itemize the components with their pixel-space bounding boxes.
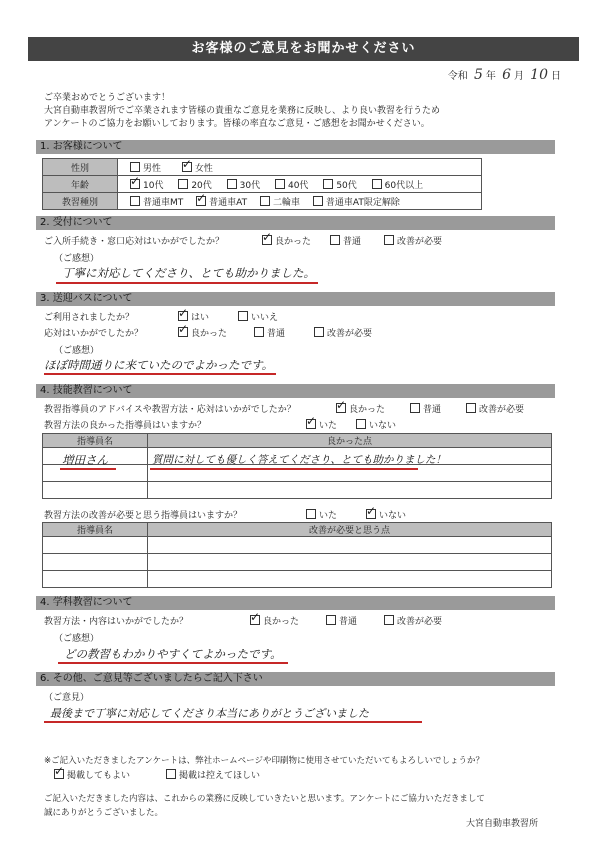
reception-improve-checkbox[interactable]	[384, 234, 442, 247]
school-name: 大宮自動車教習所	[466, 819, 539, 829]
checkbox[interactable]	[238, 311, 248, 321]
day-unit: 日	[551, 71, 561, 82]
intro-line: アンケートのご協力をお願いしております。皆様の率直なご意見・ご感想をお聞かせください。	[44, 119, 430, 129]
day-value: 10	[530, 67, 548, 83]
column-header: 指導員名	[43, 434, 148, 448]
car-bike-checkbox[interactable]	[260, 198, 300, 208]
checkbox[interactable]	[306, 419, 316, 429]
option-label: 普通車AT	[209, 197, 248, 208]
car-type-label: 教習種別	[43, 193, 118, 210]
checkbox[interactable]	[313, 196, 323, 206]
bus-comment-label: （ご感想）	[54, 346, 100, 356]
option-label: 改善が必要	[479, 405, 525, 415]
option-label: 10代	[143, 180, 164, 191]
section-other: 6. その他、ご意見等ございましたらご記入下さい	[36, 672, 555, 686]
checkbox[interactable]	[275, 179, 285, 189]
bad-instructor-table	[42, 522, 552, 588]
section-classroom: 4. 学科教習について	[36, 596, 555, 610]
car-at-checkbox[interactable]	[196, 198, 247, 208]
car-mt-checkbox[interactable]	[130, 198, 183, 208]
column-header: 改善が必要と思う点	[148, 523, 552, 537]
year-value: 5	[473, 67, 483, 83]
column-header: 指導員名	[43, 523, 148, 537]
driving-improve-checkbox[interactable]	[466, 402, 524, 415]
red-underline	[150, 468, 418, 470]
option-label: いた	[319, 421, 338, 431]
checkbox[interactable]	[366, 509, 376, 519]
section-reception: 2. 受付について	[36, 216, 555, 230]
red-underline	[58, 662, 288, 664]
option-label: 男性	[143, 163, 162, 174]
table-cell[interactable]	[148, 482, 552, 499]
checkbox[interactable]	[410, 403, 420, 413]
option-label: 普通	[423, 405, 442, 415]
classroom-question: 教習方法・内容はいかがでしたか？	[44, 617, 189, 627]
bus-comment[interactable]: ほぼ時間通りに来ていたのでよかったです。	[44, 358, 274, 372]
age-options	[118, 176, 482, 193]
option-label: 良かった	[349, 405, 386, 415]
gender-male-checkbox[interactable]	[130, 164, 161, 174]
checkbox[interactable]	[130, 179, 140, 189]
checkbox[interactable]	[384, 615, 394, 625]
good-instructor-name[interactable]: 増田さん	[62, 453, 108, 467]
checkbox[interactable]	[196, 196, 206, 206]
section-customer: 1. お客様について	[36, 140, 555, 154]
era: 令和	[447, 71, 468, 82]
option-label: 普通車MT	[143, 197, 184, 208]
checkbox[interactable]	[178, 327, 188, 337]
gender-options	[118, 159, 482, 176]
bus-good-checkbox[interactable]	[178, 326, 227, 339]
thanks-text: ご記入いただきました内容は、これからの業務に反映していきたいと思います。アンケートにご協力いただきまして	[44, 794, 485, 804]
age-60-checkbox[interactable]	[372, 181, 423, 191]
option-label: いない	[379, 511, 407, 521]
label-text: ご感想	[63, 634, 91, 644]
checkbox[interactable]	[250, 615, 260, 625]
good-instructor-question: 教習方法の良かった指導員はいますか？	[44, 421, 207, 431]
age-label: 年齢	[43, 176, 118, 193]
option-label: 普通	[343, 237, 362, 247]
option-label: 40代	[287, 180, 309, 191]
option-label: 良かった	[275, 237, 312, 247]
classroom-comment-label: （ご感想）	[54, 634, 100, 644]
label-text: ご感想	[63, 254, 91, 264]
option-label: 良かった	[263, 617, 300, 627]
checkbox[interactable]	[54, 769, 64, 779]
car-type-options	[118, 193, 482, 210]
bus-normal-checkbox[interactable]	[254, 326, 285, 339]
classroom-improve-checkbox[interactable]	[384, 614, 442, 627]
checkbox[interactable]	[330, 235, 340, 245]
option-label: 普通	[267, 329, 286, 339]
red-underline	[56, 282, 318, 284]
intro-text	[44, 92, 564, 131]
age-50-checkbox[interactable]	[323, 181, 356, 191]
form-title: お客様のご意見をお聞かせください	[28, 37, 579, 61]
checkbox[interactable]	[372, 179, 382, 189]
consent-no-checkbox[interactable]	[166, 768, 260, 781]
option-label: 改善が必要	[397, 237, 443, 247]
age-10-checkbox[interactable]	[130, 181, 163, 191]
section-bus: 3. 送迎バスについて	[36, 292, 555, 306]
red-underline	[60, 468, 116, 470]
option-label: いない	[369, 421, 397, 431]
checkbox[interactable]	[130, 196, 140, 206]
gender-label: 性別	[43, 159, 118, 176]
checkbox[interactable]	[182, 162, 192, 172]
good-instructor-no-checkbox[interactable]	[356, 418, 396, 431]
option-label: 30代	[239, 180, 261, 191]
option-label: 女性	[194, 163, 213, 174]
checkbox[interactable]	[227, 179, 237, 189]
classroom-comment[interactable]: どの教習もわかりやすくてよかったです。	[64, 647, 282, 661]
table-cell[interactable]	[43, 537, 148, 554]
driving-normal-checkbox[interactable]	[410, 402, 441, 415]
option-label: 普通	[339, 617, 358, 627]
classroom-good-checkbox[interactable]	[250, 614, 299, 627]
checkbox[interactable]	[356, 419, 366, 429]
checkbox[interactable]	[260, 196, 270, 206]
red-underline	[44, 721, 422, 723]
option-label: 60代以上	[384, 180, 424, 191]
age-30-checkbox[interactable]	[227, 181, 260, 191]
table-cell[interactable]	[148, 554, 552, 571]
reception-good-checkbox[interactable]	[262, 234, 311, 247]
month-unit: 月	[513, 71, 524, 82]
option-label: いいえ	[251, 313, 279, 323]
label-text: ご意見	[53, 693, 81, 703]
checkbox[interactable]	[384, 235, 394, 245]
option-label: 50代	[336, 180, 357, 191]
table-cell[interactable]	[43, 554, 148, 571]
red-underline	[44, 373, 276, 375]
checkbox[interactable]	[306, 509, 316, 519]
section-driving: 4. 技能教習について	[36, 384, 555, 398]
table-cell[interactable]	[148, 537, 552, 554]
date-field	[448, 67, 561, 83]
option-label: はい	[191, 313, 210, 323]
month-value: 6	[502, 67, 511, 83]
column-header: 良かった点	[148, 434, 552, 448]
table-cell[interactable]	[43, 482, 148, 499]
reception-comment[interactable]: 丁寧に対応してくださり、とても助かりました。	[62, 266, 315, 280]
bus-improve-checkbox[interactable]	[314, 326, 372, 339]
classroom-normal-checkbox[interactable]	[326, 614, 357, 627]
gender-female-checkbox[interactable]	[182, 164, 213, 174]
checkbox[interactable]	[130, 162, 140, 172]
reception-question: ご入所手続き・窓口応対はいかがでしたか？	[44, 237, 225, 247]
checkbox[interactable]	[166, 769, 176, 779]
driving-instruction-question: 教習指導員のアドバイスや教習方法・応対はいかがでしたか？	[44, 405, 296, 415]
good-instructor-yes-checkbox[interactable]	[306, 418, 337, 431]
checkbox[interactable]	[466, 403, 476, 413]
table-cell[interactable]	[43, 571, 148, 588]
checkbox[interactable]	[336, 403, 346, 413]
checkbox[interactable]	[178, 179, 188, 189]
bad-instructor-yes-checkbox[interactable]	[306, 508, 337, 521]
year-unit: 年	[485, 71, 496, 82]
driving-good-checkbox[interactable]	[336, 402, 385, 415]
option-label: 良かった	[191, 329, 228, 339]
intro-line: 大宮自動車教習所でご卒業されます皆様の貴重なご意見を業務に反映し、より良い教習を行うため	[44, 106, 441, 116]
consent-question: ※ご記入いただきましたアンケートは、弊社ホームページや印刷物に使用させていただいてもよろしいでしょうか？	[44, 756, 484, 766]
bad-instructor-no-checkbox[interactable]	[366, 508, 406, 521]
option-label: 改善が必要	[397, 617, 443, 627]
thanks-text: 誠にありがとうございました。	[44, 808, 164, 818]
option-label: 20代	[191, 180, 212, 191]
label-text: ご感想	[63, 346, 91, 356]
option-label: 普通車AT限定解除	[325, 197, 400, 208]
customer-table	[42, 158, 482, 210]
consent-yes-checkbox[interactable]	[54, 768, 130, 781]
bad-instructor-question: 教習方法の改善が必要と思う指導員はいますか？	[44, 511, 243, 521]
reception-normal-checkbox[interactable]	[330, 234, 361, 247]
option-label: 改善が必要	[327, 329, 373, 339]
checkbox[interactable]	[314, 327, 324, 337]
other-comment-label: （ご意見）	[44, 693, 90, 703]
bus-no-checkbox[interactable]	[238, 310, 278, 323]
intro-line: ご卒業おめでとうございます！	[44, 93, 171, 103]
car-at-limit-checkbox[interactable]	[313, 198, 400, 208]
checkbox[interactable]	[262, 235, 272, 245]
option-label: 二輪車	[272, 197, 300, 208]
checkbox[interactable]	[178, 311, 188, 321]
checkbox[interactable]	[326, 615, 336, 625]
bus-use-question: ご利用されましたか？	[44, 313, 135, 323]
option-label: いた	[319, 511, 338, 521]
age-20-checkbox[interactable]	[178, 181, 211, 191]
checkbox[interactable]	[254, 327, 264, 337]
other-comment[interactable]: 最後まで丁寧に対応してくださり本当にありがとうございました	[50, 707, 369, 720]
bus-service-question: 応対はいかがでしたか？	[44, 329, 144, 339]
option-label: 掲載してもよい	[67, 771, 131, 781]
table-cell[interactable]	[148, 571, 552, 588]
age-40-checkbox[interactable]	[275, 181, 308, 191]
option-label: 掲載は控えてほしい	[179, 771, 261, 781]
good-point[interactable]: 質問に対しても優しく答えてくださり、とても助かりました！	[152, 454, 446, 466]
reception-comment-label: （ご感想）	[54, 254, 100, 264]
checkbox[interactable]	[323, 179, 333, 189]
